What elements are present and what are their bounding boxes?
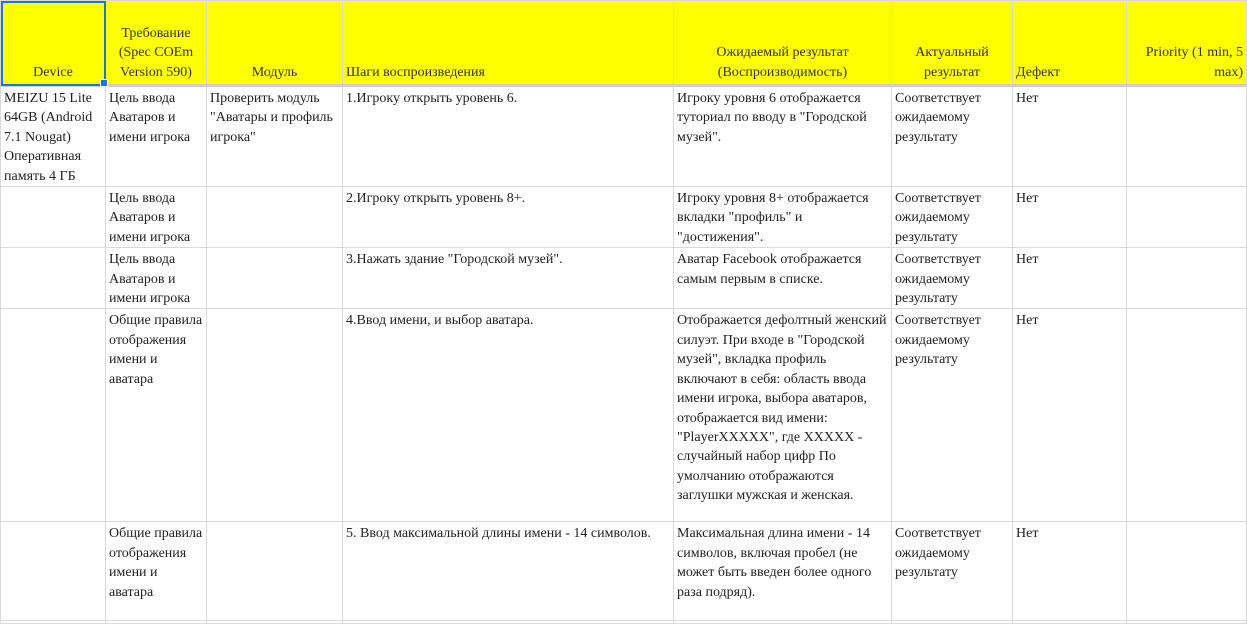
cell-defect[interactable]: Нет (1013, 86, 1127, 187)
cell-requirement[interactable]: Общие правила отображения имени и аватара (106, 309, 207, 522)
cell-step[interactable]: 1.Игроку открыть уровень 6. (343, 86, 674, 187)
cell-module[interactable] (207, 621, 343, 624)
header-row (1, 1, 1247, 86)
cell-priority[interactable] (1127, 621, 1247, 624)
cell-expected[interactable]: Игроку уровня 8+ отображается вкладки "профиль" и "достижения". (674, 187, 892, 248)
header-module[interactable]: Модуль (207, 1, 343, 86)
cell-device[interactable]: MEIZU 15 Lite 64GB (Android 7.1 Nougat) Оперативная память 4 ГБ (1, 86, 106, 187)
cell-requirement[interactable]: Общие правила отображения имени и аватара (106, 522, 207, 621)
cell-step[interactable] (343, 621, 674, 624)
cell-requirement[interactable]: Цель ввода Аватаров и имени игрока (106, 187, 207, 248)
cell-priority[interactable] (1127, 522, 1247, 621)
cell-actual[interactable]: Соответствует ожидаемому результату (892, 522, 1013, 621)
header-device-label: Device (33, 64, 73, 80)
cell-step[interactable]: 3.Нажать здание "Городской музей". (343, 248, 674, 309)
cell-defect[interactable]: Нет (1013, 309, 1127, 522)
cell-defect[interactable] (1013, 621, 1127, 624)
cell-priority[interactable] (1127, 187, 1247, 248)
cell-module[interactable] (207, 248, 343, 309)
cell-module[interactable] (207, 522, 343, 621)
header-device[interactable] (1, 1, 106, 86)
cell-expected[interactable]: Отображается дефолтный женский силуэт. При входе в "Городской музей", вкладка профиль включают в себя: область ввода имени игрока, выбора аватаров, отображается вид имени: "PlayerXXXXX", где XXXXX - случайный набор цифр По умолчанию отображаются заглушки мужская и женская. (674, 309, 892, 522)
cell-actual[interactable]: Соответствует ожидаемому результату (892, 86, 1013, 187)
header-expected[interactable]: Ожидаемый результат (Воспроизводимость) (674, 1, 892, 86)
cell-defect[interactable]: Нет (1013, 522, 1127, 621)
cell-requirement[interactable] (106, 621, 207, 624)
cell-step[interactable]: 2.Игроку открыть уровень 8+. (343, 187, 674, 248)
cell-priority[interactable] (1127, 86, 1247, 187)
cell-step[interactable]: 5. Ввод максимальной длины имени - 14 символов. (343, 522, 674, 621)
cell-device[interactable] (1, 309, 106, 522)
cell-module[interactable]: Проверить модуль "Аватары и профиль игрока" (207, 86, 343, 187)
table-row (1, 522, 1247, 621)
header-steps[interactable]: Шаги воспроизведения (343, 1, 674, 86)
cell-priority[interactable] (1127, 309, 1247, 522)
cell-device[interactable] (1, 187, 106, 248)
header-defect[interactable]: Дефект (1013, 1, 1127, 86)
cell-defect[interactable]: Нет (1013, 248, 1127, 309)
table-row (1, 621, 1247, 624)
header-actual[interactable]: Актуальный результат (892, 1, 1013, 86)
cell-actual[interactable]: Соответствует ожидаемому результату (892, 309, 1013, 522)
cell-actual[interactable]: Соответствует ожидаемому результату (892, 248, 1013, 309)
cell-priority[interactable] (1127, 248, 1247, 309)
selection-fill-handle[interactable] (100, 79, 108, 87)
cell-expected[interactable]: Игроку уровня 6 отображается туториал по вводу в "Городской музей". (674, 86, 892, 187)
cell-defect[interactable]: Нет (1013, 187, 1127, 248)
cell-device[interactable] (1, 522, 106, 621)
cell-expected[interactable] (674, 621, 892, 624)
cell-actual[interactable] (892, 621, 1013, 624)
cell-device[interactable] (1, 621, 106, 624)
table-row (1, 309, 1247, 522)
cell-expected[interactable]: Максимальная длина имени - 14 символов, включая пробел (не может быть введен более одного раза подряд). (674, 522, 892, 621)
cell-actual[interactable]: Соответствует ожидаемому результату (892, 187, 1013, 248)
header-priority[interactable]: Priority (1 min, 5 max) (1127, 1, 1247, 86)
table-row (1, 187, 1247, 248)
cell-device[interactable] (1, 248, 106, 309)
cell-step[interactable]: 4.Ввод имени, и выбор аватара. (343, 309, 674, 522)
cell-requirement[interactable]: Цель ввода Аватаров и имени игрока (106, 248, 207, 309)
table-row (1, 86, 1247, 187)
cell-requirement[interactable]: Цель ввода Аватаров и имени игрока (106, 86, 207, 187)
table-row (1, 248, 1247, 309)
cell-module[interactable] (207, 309, 343, 522)
cell-module[interactable] (207, 187, 343, 248)
header-requirement[interactable]: Требование (Spec COEm Version 590) (106, 1, 207, 86)
cell-expected[interactable]: Аватар Facebook отображается самым первым в списке. (674, 248, 892, 309)
